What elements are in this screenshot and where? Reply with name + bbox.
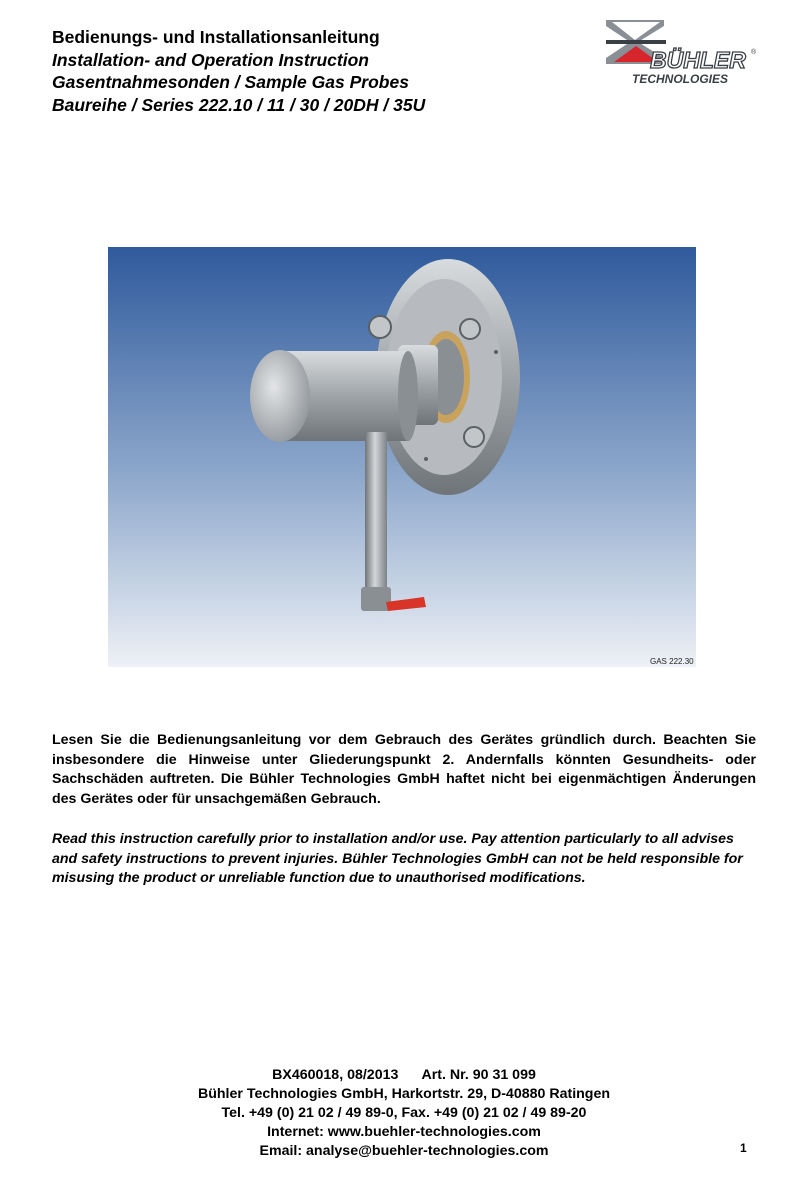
pipe-fitting xyxy=(361,587,391,611)
product-subtitle: Gasentnahmesonden / Sample Gas Probes xyxy=(52,72,409,92)
logo-registered-mark: ® xyxy=(751,49,757,56)
logo-brand-text: BÜHLER xyxy=(650,47,746,73)
footer-internet-link[interactable]: Internet: www.buehler-technologies.com xyxy=(267,1124,541,1140)
product-series: Baureihe / Series 222.10 / 11 / 30 / 20DH / 35U xyxy=(52,94,426,115)
logo-technologies-text: TECHNOLOGIES xyxy=(632,72,729,86)
sample-pipe xyxy=(365,432,387,592)
footer-address: Bühler Technologies GmbH, Harkortstr. 29, D-40880 Ratingen xyxy=(197,1086,611,1102)
probe-end-cap xyxy=(250,350,310,442)
notice-german: Lesen Sie die Bedienungsanleitung vor dem Gebrauch des Gerätes gründlich durch. Beachten Sie insbesondere die Hinweise unter Gliederungspunkt 2. Andernfalls könnten Gesundheits- oder Sachschäden auftreten. Die Bühler Technologies GmbH haftet nicht bei eigenmächtigen Änderungen des Gerätes oder für unsachgemäßen Gebrauch. xyxy=(52,732,756,807)
document-header xyxy=(52,26,572,116)
footer-phone: Tel. +49 (0) 21 02 / 49 89-0, Fax. +49 (0) 21 02 / 49 89-20 xyxy=(221,1105,587,1121)
title-english: Installation- and Operation Instruction xyxy=(52,49,369,70)
page-number: 1 xyxy=(740,1141,747,1155)
buehler-logo xyxy=(604,18,760,86)
footer-doc-info xyxy=(52,1066,756,1085)
footer-doc-id: BX460018, 08/2013 xyxy=(272,1067,399,1083)
title-german: Bedienungs- und Installationsanleitung xyxy=(52,27,380,47)
product-photo xyxy=(108,247,696,667)
footer-art-nr: Art. Nr. 90 31 099 xyxy=(421,1067,536,1083)
document-footer xyxy=(52,1066,756,1161)
notice-english: Read this instruction carefully prior to installation and/or use. Pay attention particularly to all advises and safety instructions to prevent injuries. Bühler Technologies GmbH can not be held responsible for misusing the product or unreliable function due to unauthorised modifications. xyxy=(52,831,743,886)
photo-caption: GAS 222.30 xyxy=(650,657,694,666)
footer-email-link[interactable]: Email: analyse@buehler-technologies.com xyxy=(259,1143,549,1159)
